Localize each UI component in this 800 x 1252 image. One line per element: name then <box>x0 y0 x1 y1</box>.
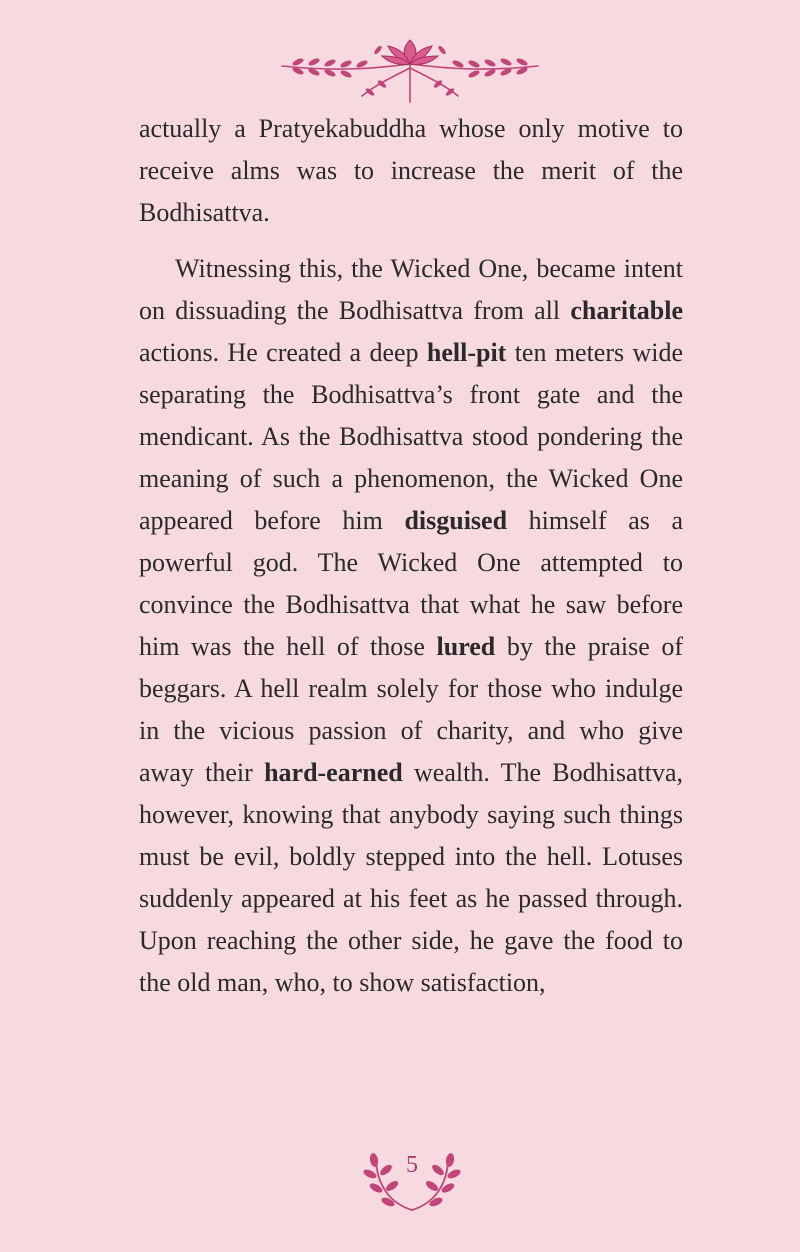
text-run: actions. He created a deep <box>139 338 419 367</box>
text-run: wealth. The Bodhisattva, however, knowing that anybody saying such things must be evil, boldly stepped into the hell. Lotuses suddenly appeared at his feet as he passed through. Upon reaching the other side, he gave the food to the old man, who, to show satisfaction, <box>139 758 684 997</box>
text-run: himself as a powerful god. The Wicked One attempted to convince the Bodhisattva that what he saw before him was the hell of those <box>139 506 684 661</box>
bold-term: hard-earned <box>264 758 403 787</box>
lotus-vine-ornament <box>278 34 542 106</box>
paragraph-1: actually a Pratyekabuddha whose only motive to receive alms was to increase the merit of the Bodhisattva. <box>139 114 683 227</box>
body-text <box>139 108 683 1004</box>
paragraph-2 <box>139 248 683 1004</box>
bold-term: disguised <box>404 506 508 535</box>
text-run: by the praise of beggars. A hell realm solely for those who indulge in the vicious passion of charity, and who give away their <box>139 632 684 787</box>
bold-term: charitable <box>570 296 684 325</box>
text-run: Witnessing this, the Wicked One, became intent on dissuading the Bodhisattva from all <box>139 254 683 325</box>
bold-term: lured <box>436 632 496 661</box>
bold-term: hell-pit <box>426 338 507 367</box>
page-number: 5 <box>406 1152 418 1178</box>
text-run: ten meters wide separating the Bodhisattva’s front gate and the mendicant. As the Bodhisattva stood pondering the meaning of such a phenomenon, the Wicked One appeared before him <box>139 338 684 535</box>
